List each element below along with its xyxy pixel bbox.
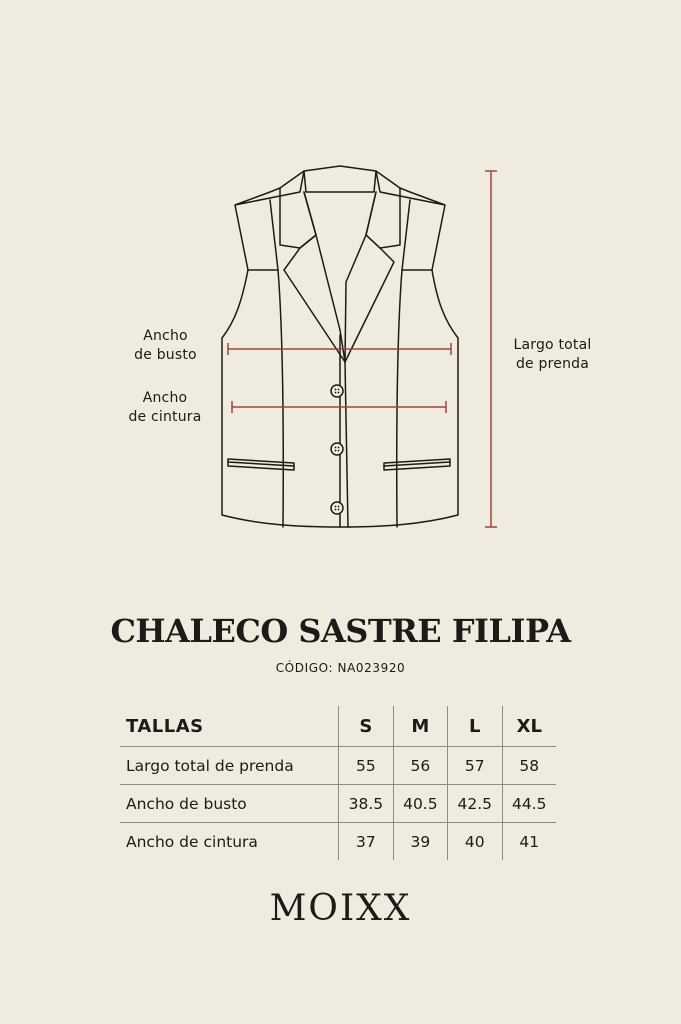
size-m-header: M (393, 706, 447, 747)
waist-width-label: Ancho de cintura (128, 390, 202, 425)
table-cell: 39 (393, 823, 447, 861)
table-cell: 42.5 (448, 785, 502, 823)
size-xl-header: XL (502, 706, 556, 747)
front-placket (345, 362, 348, 527)
table-cell: 38.5 (339, 785, 393, 823)
table-cell: 37 (339, 823, 393, 861)
size-header-row (120, 706, 556, 747)
table-cell: 40.5 (393, 785, 447, 823)
table-cell: 55 (339, 747, 393, 785)
buttons (331, 385, 343, 514)
bust-width-label: Ancho de busto (134, 328, 197, 363)
waist-measure-line (232, 401, 446, 413)
right-lapel (345, 192, 376, 362)
total-length-label: Largo total de prenda (513, 337, 592, 372)
table-cell: 44.5 (502, 785, 556, 823)
table-row (120, 747, 556, 785)
size-table (120, 706, 556, 860)
product-title: CHALECO SASTRE FILIPA (110, 612, 571, 650)
table-cell: 58 (502, 747, 556, 785)
row-label: Ancho de cintura (120, 823, 339, 861)
brand-logo: MOIXX (269, 888, 412, 929)
button-2 (331, 443, 343, 455)
tallas-header: TALLAS (126, 715, 204, 737)
table-row (120, 823, 556, 861)
row-label: Ancho de busto (120, 785, 339, 823)
left-lapel (304, 192, 345, 362)
button-3 (331, 502, 343, 514)
left-shoulder (235, 171, 304, 270)
size-s-header: S (339, 706, 393, 747)
collar (304, 166, 376, 192)
size-l-header: L (448, 706, 502, 747)
table-cell: 40 (448, 823, 502, 861)
table-cell: 57 (448, 747, 502, 785)
button-1 (331, 385, 343, 397)
length-measure-line (485, 171, 497, 527)
table-cell: 56 (393, 747, 447, 785)
product-code: CÓDIGO: NA023920 (275, 661, 406, 675)
table-row (120, 785, 556, 823)
table-cell: 41 (502, 823, 556, 861)
row-label: Largo total de prenda (120, 747, 339, 785)
